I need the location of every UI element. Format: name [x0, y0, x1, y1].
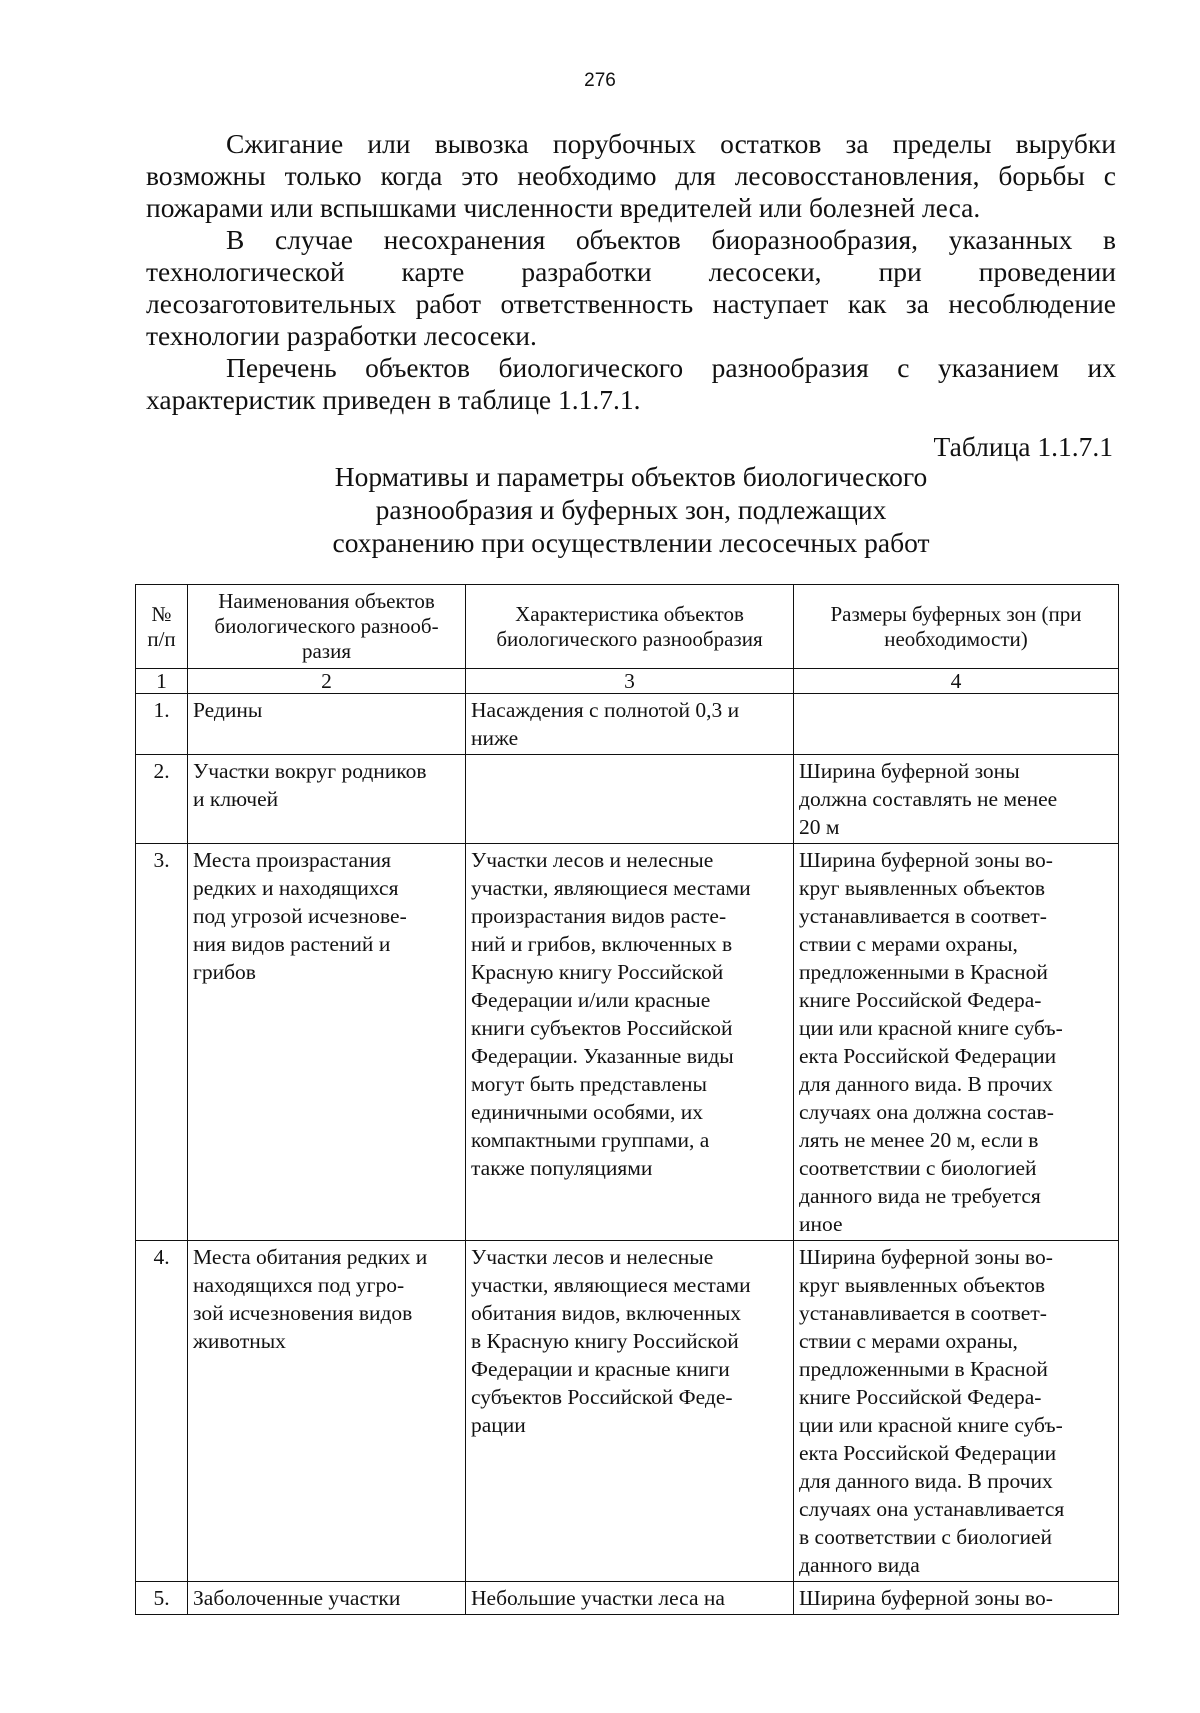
object-name-cell: Редины: [188, 694, 466, 755]
characteristic-cell: Насаждения с полнотой 0,3 и ниже: [466, 694, 794, 755]
table-caption-line: сохранению при осуществлении лесосечных работ: [332, 527, 930, 558]
row-number: 2.: [136, 755, 188, 844]
header-buffer-size: Размеры буферных зон (при необходимости): [794, 585, 1119, 669]
table-reference: Таблица 1.1.7.1: [933, 431, 1113, 462]
characteristic-cell: [466, 755, 794, 844]
row-number: 4.: [136, 1241, 188, 1582]
characteristic-cell: Небольшие участки леса на: [466, 1582, 794, 1615]
buffer-cell: Ширина буферной зоны должна составлять не менее 20 м: [794, 755, 1119, 844]
column-number: 1: [136, 669, 188, 694]
table-row: [136, 694, 1119, 755]
row-number: 5.: [136, 1582, 188, 1615]
buffer-cell: Ширина буферной зоны во- круг выявленных объектов устанавливается в соответ- ствии с мерами охраны, предложенными в Красной книге Российской Федера- ции или красной книге субъ- екта Российской Федерации для данного вида. В прочих случаях она устанавливается в соответствии с биологией данного вида: [794, 1241, 1119, 1582]
table-row: [136, 1582, 1119, 1615]
object-name-cell: Места произрастания редких и находящихся под угрозой исчезнове- ния видов растений и грибов: [188, 844, 466, 1241]
column-number: 4: [794, 669, 1119, 694]
row-number: 3.: [136, 844, 188, 1241]
characteristic-cell: Участки лесов и нелесные участки, являющиеся местами произрастания видов расте- ний и грибов, включенных в Красную книгу Российской Федерации и/или красные книги субъектов Российской Федерации. Указанные виды могут быть представлены единичными особями, их компактными группами, а также популяциями: [466, 844, 794, 1241]
table-row: [136, 755, 1119, 844]
buffer-cell: Ширина буферной зоны во- круг выявленных объектов устанавливается в соответ- ствии с мерами охраны, предложенными в Красной книге Российской Федера- ции или красной книге субъ- екта Российской Федерации для данного вида. В прочих случаях она должна состав- лять не менее 20 м, если в соответствии с биологией данного вида не требуется иное: [794, 844, 1119, 1241]
body-text: [146, 128, 1116, 416]
object-name-cell: Участки вокруг родников и ключей: [188, 755, 466, 844]
header-object-name: Наименования объектов биологического разнооб- разия: [188, 585, 466, 669]
object-name-cell: Заболоченные участки: [188, 1582, 466, 1615]
table-caption: [146, 460, 1116, 559]
header-number: № п/п: [136, 585, 188, 669]
table-caption-line: Нормативы и параметры объектов биологического: [334, 461, 928, 492]
paragraph: Перечень объектов биологического разнообразия с указанием их характеристик приведен в таблице 1.1.7.1.: [146, 352, 1116, 415]
paragraph: В случае несохранения объектов биоразнообразия, указанных в технологической карте разработки лесосеки, при проведении лесозаготовительных работ ответственность наступает как за несоблюдение технологии разработки лесосеки.: [146, 224, 1116, 351]
row-number: 1.: [136, 694, 188, 755]
column-number: 2: [188, 669, 466, 694]
page-number: 276: [584, 70, 616, 91]
paragraph: Сжигание или вывозка порубочных остатков за пределы вырубки возможны только когда это необходимо для лесовосстановления, борьбы с пожарами или вспышками численности вредителей или болезней леса.: [146, 128, 1116, 223]
table-row: [136, 1241, 1119, 1582]
characteristic-cell: Участки лесов и нелесные участки, являющиеся местами обитания видов, включенных в Красную книгу Российской Федерации и красные книги субъектов Российской Феде- рации: [466, 1241, 794, 1582]
buffer-cell: Ширина буферной зоны во-: [794, 1582, 1119, 1615]
table-caption-line: разнообразия и буферных зон, подлежащих: [375, 494, 887, 525]
column-number-row: [136, 669, 1119, 694]
column-number: 3: [466, 669, 794, 694]
header-characteristic: Характеристика объектов биологического разнообразия: [466, 585, 794, 669]
buffer-cell: [794, 694, 1119, 755]
table-header-row: [136, 585, 1119, 669]
table-row: [136, 844, 1119, 1241]
biodiversity-table: [135, 584, 1119, 1615]
object-name-cell: Места обитания редких и находящихся под угро- зой исчезновения видов животных: [188, 1241, 466, 1582]
